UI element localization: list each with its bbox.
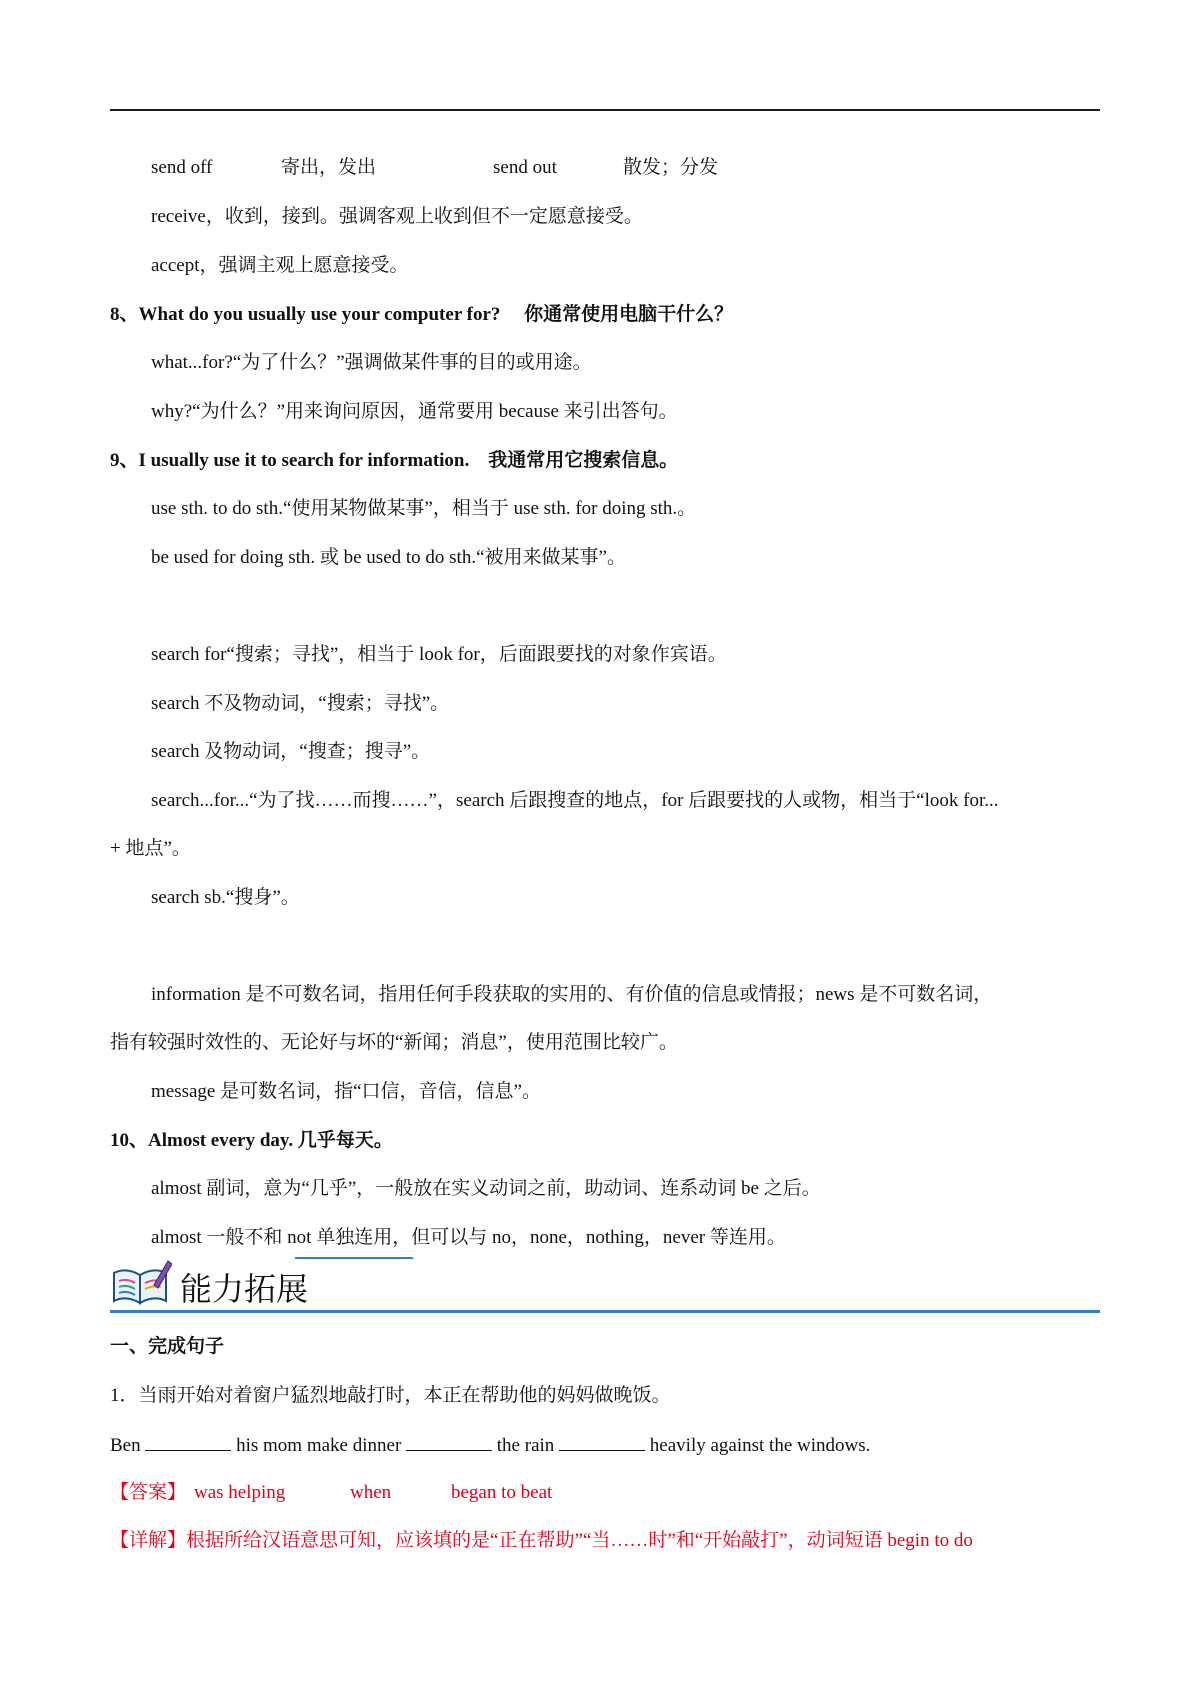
detail-label: 【详解】	[110, 1530, 187, 1551]
section-deco-rule	[295, 1257, 413, 1259]
sentence-part-2: his mom make dinner	[236, 1435, 402, 1456]
note-information: information 是不可数名词，指用任何手段获取的实用的、有价值的信息或情报；news 是不可数名词，	[151, 984, 993, 1005]
note-almost-1: almost 副词，意为“几乎”，一般放在实义动词之前，助动词、连系动词 be 之后。	[151, 1178, 821, 1199]
section-title: 能力拓展	[180, 1270, 309, 1308]
heading-item-10: 10、Almost every day. 几乎每天。	[110, 1130, 393, 1151]
note-message: message 是可数名词，指“口信，音信，信息”。	[151, 1081, 541, 1102]
heading-item-8: 8、What do you usually use your computer for? 你通常使用电脑干什么？	[110, 304, 734, 325]
note-be-used: be used for doing sth. 或 be used to do sth.“被用来做某事”。	[151, 547, 626, 568]
note-accept: accept，强调主观上愿意接受。	[151, 255, 409, 276]
note-search-vt: search 及物动词，“搜查；搜寻”。	[151, 741, 431, 762]
blank-3[interactable]	[559, 1432, 645, 1451]
answer-row	[110, 1481, 710, 1505]
note-news-cont: 指有较强时效性的、无论好与坏的“新闻；消息”，使用范围比较广。	[110, 1032, 678, 1053]
note-almost-2: almost 一般不和 not 单独连用，但可以与 no，none，nothing，never 等连用。	[151, 1227, 786, 1248]
header-rule	[110, 109, 1100, 111]
note-use-sth: use sth. to do sth.“使用某物做某事”，相当于 use sth. for doing sth.。	[151, 498, 697, 519]
detail-text: 根据所给汉语意思可知，应该填的是“正在帮助”“当……时”和“开始敲打”，动词短语 begin to do	[186, 1530, 973, 1551]
note-what-for: what...for?“为了什么？”强调做某件事的目的或用途。	[151, 352, 592, 373]
term-send-out: send out	[493, 157, 557, 178]
book-pencil-icon	[110, 1259, 172, 1309]
answer-1: was helping	[194, 1482, 286, 1503]
meaning-send-out: 散发；分发	[623, 157, 719, 178]
heading-item-9: 9、I usually use it to search for information. 我通常用它搜索信息。	[110, 450, 679, 471]
note-why: why?“为什么？”用来询问原因，通常要用 because 来引出答句。	[151, 401, 678, 422]
note-search-for-2: search...for...“为了找……而搜……”，search 后跟搜查的地点，for 后跟要找的人或物，相当于“look for...	[151, 790, 999, 811]
note-search-for: search for“搜索；寻找”，相当于 look for，后面跟要找的对象作宾语。	[151, 644, 727, 665]
exercise-part-title: 一、完成句子	[110, 1336, 225, 1357]
blank-1[interactable]	[145, 1432, 231, 1451]
term-send-off: send off	[151, 157, 213, 178]
note-search-sb: search sb.“搜身”。	[151, 887, 300, 908]
sentence-part-1: Ben	[110, 1435, 141, 1456]
exercise-q1-sentence	[110, 1432, 870, 1458]
note-receive: receive，收到，接到。强调客观上收到但不一定愿意接受。	[151, 206, 643, 227]
meaning-send-off: 寄出，发出	[281, 157, 377, 178]
answer-3: began to beat	[451, 1482, 553, 1503]
sentence-part-3: the rain	[496, 1435, 555, 1456]
note-search-vi: search 不及物动词，“搜索；寻找”。	[151, 693, 450, 714]
answer-label: 【答案】	[110, 1482, 187, 1503]
note-search-for-cont: + 地点”。	[110, 838, 191, 859]
vocab-send-row	[151, 156, 851, 180]
section-rule	[110, 1310, 1100, 1313]
detail-row	[110, 1529, 973, 1553]
answer-2: when	[350, 1482, 392, 1503]
blank-2[interactable]	[406, 1432, 492, 1451]
exercise-q1-prompt: 1．当雨开始对着窗户猛烈地敲打时，本正在帮助他的妈妈做晚饭。	[110, 1385, 671, 1406]
sentence-part-4: heavily against the windows.	[649, 1435, 871, 1456]
section-header	[110, 1253, 1100, 1313]
